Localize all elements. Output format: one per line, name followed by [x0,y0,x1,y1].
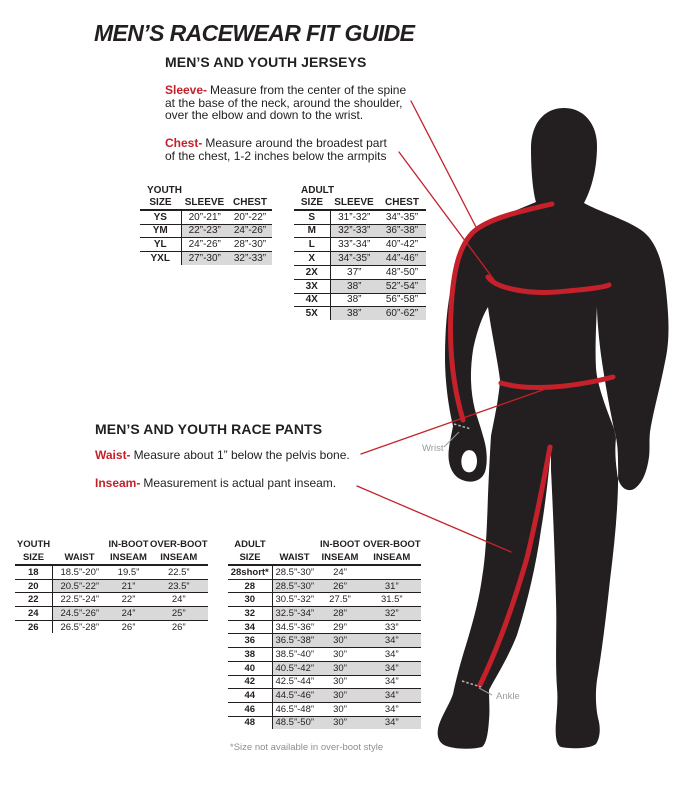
table-row [140,196,272,210]
table-header-cell: SIZE [15,551,52,565]
table-cell: 40.5”-42” [272,661,317,675]
table-cell: 40”-42” [378,238,426,252]
table-cell: 4X [294,293,330,307]
table-row [15,565,208,579]
table-header-cell: CHEST [378,196,426,210]
table-cell: 32 [228,607,272,621]
table-cell: 18 [15,565,52,579]
table-row [228,538,421,551]
table-cell: 28”-30” [228,238,272,252]
table-cell: 24” [107,607,150,621]
table-body [15,565,208,633]
table-row [228,593,421,607]
adult-jerseys-table-label: ADULT [301,185,335,196]
table-cell: 32”-33” [330,224,378,238]
table-header [15,538,208,565]
waist-term: Waist- [95,448,131,462]
table-cell: 38” [330,293,378,307]
table-row [140,252,272,265]
table-row [228,565,421,579]
table-cell: 30” [317,634,363,648]
table-row [15,620,208,633]
youth-jerseys-table-label: YOUTH [147,185,182,196]
table-cell: 30” [317,702,363,716]
table-header-cell: IN-BOOT [108,539,149,550]
table-cell: 2X [294,265,330,279]
table-cell: 28.5”-30” [275,566,315,578]
table-cell [363,565,421,579]
table-cell: 34” [363,634,421,648]
table-row [15,551,208,565]
table-cell: YXL [140,252,181,265]
table-header-cell [272,538,317,551]
table-cell: S [294,210,330,224]
table-header-cell: SLEEVE [330,196,378,210]
table-row [228,661,421,675]
table-row [294,224,426,238]
table-row [15,579,208,593]
table-cell: 48.5”-50” [272,716,317,729]
table-cell: 26” [150,620,208,633]
table-cell: L [294,238,330,252]
table-cell: 28 [228,579,272,593]
table-cell: 20 [15,579,52,593]
table-header-cell: SIZE [294,196,330,210]
table-header-cell: SLEEVE [181,196,228,210]
chest-instruction-line: Measure around the broadest part [205,136,387,150]
table-cell: 30” [317,689,363,703]
table-cell: 26” [317,579,363,593]
table-header-cell: CHEST [228,196,272,210]
table-cell: 28.5”-30” [272,579,317,593]
table-cell: 31.5” [363,593,421,607]
table-row [140,224,272,238]
table-cell: 38” [330,307,378,320]
table-cell: 60”-62” [378,307,426,320]
table-cell: X [294,252,330,266]
table-cell: 48”-50” [378,265,426,279]
table-cell: 44 [228,689,272,703]
table-cell: 31” [363,579,421,593]
page-title: MEN’S RACEWEAR FIT GUIDE [94,20,415,46]
table-cell: 34”-35” [330,252,378,266]
table-cell: 30” [317,675,363,689]
table-cell: 20”-21” [188,211,221,223]
table-cell: 34” [363,702,421,716]
ankle-label: Ankle [496,691,520,702]
table-cell: 28” [317,607,363,621]
table-cell: 24 [15,607,52,621]
table-cell: 34” [363,675,421,689]
table-row [294,293,426,307]
waist-instruction-line: Measure about 1” below the pelvis bone. [133,448,350,462]
sleeve-term: Sleeve- [165,83,208,97]
table-row [294,196,426,210]
table-row [140,238,272,252]
table-cell: 38 [228,648,272,662]
table-header-cell: IN-BOOT [319,539,361,550]
table-cell: 30” [317,716,363,729]
pants-section-heading: MEN’S AND YOUTH RACE PANTS [95,421,323,437]
table-cell: 48 [228,716,272,729]
table-cell: 38.5”-40” [272,648,317,662]
table-cell: 34” [363,689,421,703]
table-header-cell: SIZE [140,196,181,210]
sleeve-instruction-line: at the base of the neck, around the shoulder, [165,95,403,110]
table-row [294,210,426,224]
table-row [228,579,421,593]
table-cell: 46 [228,702,272,716]
table-header [228,538,421,565]
table-cell: 32.5”-34” [272,607,317,621]
table-cell: 22.5”-24” [52,593,107,607]
table-cell: YS [140,210,181,224]
table-cell: 56”-58” [378,293,426,307]
table-cell: 27”-30” [181,252,228,265]
table-row [228,607,421,621]
chest-term: Chest- [165,136,203,150]
table-cell: 24” [150,593,208,607]
table-cell: 36.5”-38” [272,634,317,648]
sleeve-instruction-line: over the elbow and down to the wrist. [165,108,364,123]
table-row [228,620,421,634]
table-cell: 36”-38” [378,224,426,238]
table-cell: 34” [363,648,421,662]
inseam-instruction [95,477,435,490]
table-row [294,238,426,252]
table-header-cell: OVER-BOOT [363,539,421,550]
table-cell: 34” [363,716,421,729]
table-cell: 24”-26” [181,238,228,252]
table-cell: 19.5” [117,566,140,578]
table-row [228,551,421,565]
table-cell: 30 [228,593,272,607]
table-cell: 25” [150,607,208,621]
table-cell: 40 [228,661,272,675]
table-row [294,252,426,266]
table-header [294,196,426,210]
youth-pants-table [15,538,208,633]
table-row [294,265,426,279]
table-cell: 33”-34” [330,238,378,252]
table-cell: 24” [333,566,347,578]
sleeve-instruction [165,84,435,122]
table-header-cell: WAIST [52,551,107,565]
table-cell: 22” [107,593,150,607]
table-row [228,648,421,662]
table-cell: 36 [228,634,272,648]
table-header-cell [52,538,107,551]
table-cell: 46.5”-48” [272,702,317,716]
adult-pants-table [228,538,421,729]
table-cell: 32”-33” [228,252,272,265]
inseam-term: Inseam- [95,476,141,490]
table-header-cell: YOUTH [16,539,51,550]
table-cell: 42.5”-44” [272,675,317,689]
wrist-label: Wrist [422,443,444,454]
chest-instruction [165,137,435,162]
chest-instruction-line: of the chest, 1-2 inches below the armpits [165,148,387,163]
table-row [15,593,208,607]
table-cell: 34”-35” [385,211,419,223]
table-body [140,210,272,265]
table-cell: 26.5”-28” [52,620,107,633]
table-cell: 26” [107,620,150,633]
table-cell: 37” [330,265,378,279]
table-cell: 22”-23” [181,224,228,238]
adult-jerseys-table [294,196,426,320]
table-cell: 22.5” [167,566,190,578]
table-cell: 18.5”-20” [60,566,100,578]
jerseys-section-heading: MEN’S AND YOUTH JERSEYS [165,54,367,70]
table-row [15,607,208,621]
table-header-cell: OVER-BOOT [150,539,208,550]
table-header-cell: INSEAM [363,551,421,565]
table-row [294,307,426,320]
table-cell: 3X [294,279,330,293]
table-cell: 26 [15,620,52,633]
sleeve-instruction-line: Measure from the center of the spine [210,83,407,97]
table-cell: 42 [228,675,272,689]
table-header-cell: WAIST [272,551,317,565]
table-cell: 34” [363,661,421,675]
table-body [294,210,426,320]
table-cell: 29” [317,620,363,634]
table-cell: 30” [317,648,363,662]
table-row [294,279,426,293]
table-cell: 30.5”-32” [272,593,317,607]
table-cell: 23.5” [150,579,208,593]
table-cell: YL [140,238,181,252]
table-row [228,702,421,716]
inseam-instruction-line: Measurement is actual pant inseam. [143,476,337,490]
table-header [140,196,272,210]
table-cell: 44”-46” [378,252,426,266]
table-cell: 22 [15,593,52,607]
table-cell: 34 [228,620,272,634]
table-row [228,675,421,689]
youth-jerseys-table [140,196,272,265]
table-row [15,538,208,551]
table-cell: 33” [363,620,421,634]
table-cell: 21” [107,579,150,593]
overboot-footnote: *Size not available in over-boot style [230,742,384,753]
table-header-cell: INSEAM [150,551,208,565]
table-header-cell: INSEAM [107,551,150,565]
table-row [228,634,421,648]
table-cell: 30” [317,661,363,675]
table-row [228,716,421,729]
table-cell: 27.5” [317,593,363,607]
table-header-cell: SIZE [228,551,272,565]
table-body [228,565,421,729]
table-header-cell: ADULT [234,539,266,550]
waist-instruction [95,449,435,462]
table-row [140,210,272,224]
table-cell: 32” [363,607,421,621]
table-cell: 5X [294,307,330,320]
table-cell: 31”-32” [338,211,371,223]
table-cell: 24.5”-26” [52,607,107,621]
table-cell: 28short* [228,565,272,579]
table-cell: 38” [330,279,378,293]
table-cell: M [294,224,330,238]
table-cell: YM [140,224,181,238]
table-cell: 44.5”-46” [272,689,317,703]
table-cell: 20.5”-22” [52,579,107,593]
table-cell: 52”-54” [378,279,426,293]
table-header-cell: INSEAM [317,551,363,565]
table-row [228,689,421,703]
table-cell: 20”-22” [233,211,267,223]
table-cell: 24”-26” [228,224,272,238]
table-cell: 34.5”-36” [272,620,317,634]
